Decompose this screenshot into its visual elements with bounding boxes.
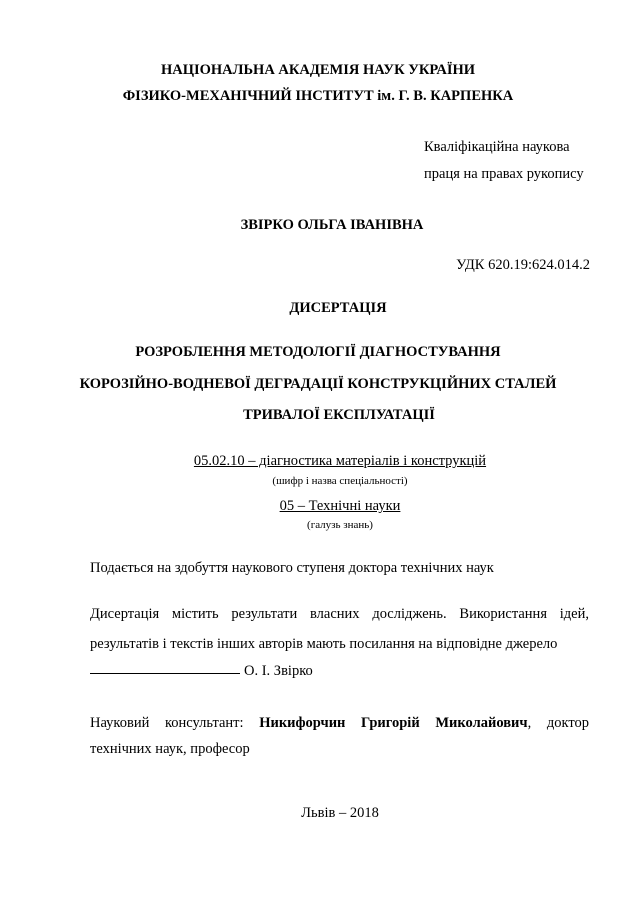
document-type: ДИСЕРТАЦІЯ [289, 300, 387, 316]
signature-row [90, 662, 313, 680]
title-line-1: РОЗРОБЛЕННЯ МЕТОДОЛОГІЇ ДІАГНОСТУВАННЯ [135, 344, 501, 360]
udc-code: УДК 620.19:624.014.2 [456, 257, 590, 273]
academy-name: НАЦІОНАЛЬНА АКАДЕМІЯ НАУК УКРАЇНИ [160, 62, 476, 78]
title-line-3: ТРИВАЛОЇ ЕКСПЛУАТАЦІЇ [243, 407, 435, 423]
author-name: ЗВІРКО ОЛЬГА ІВАНІВНА [240, 217, 424, 233]
consultant-name: Никифорчин Григорій Миколайович [259, 715, 528, 731]
signature-blank [90, 673, 240, 674]
title-line-2: КОРОЗІЙНО-ВОДНЕВОЇ ДЕГРАДАЦІЇ КОНСТРУКЦІЙНИХ СТАЛЕЙ [79, 376, 557, 392]
originality-line-2: результатів і текстів інших авторів мають посилання на відповідне джерело [90, 636, 558, 652]
specialty-caption: (шифр і назва спеціальності) [272, 475, 408, 487]
consultant-line-2: технічних наук, професор [90, 741, 250, 757]
qualification-line-2: праця на правах рукопису [424, 166, 584, 182]
consultant-title-part-1: , доктор [527, 715, 589, 731]
field-name [22, 497, 636, 515]
field-name-text: 05 – Технічні науки [279, 498, 401, 514]
specialty-code-text: 05.02.10 – діагностика матеріалів і конструкцій [193, 453, 487, 469]
institute-name: ФІЗИКО-МЕХАНІЧНИЙ ІНСТИТУТ ім. Г. В. КАРПЕНКА [122, 88, 514, 104]
field-caption: (галузь знань) [307, 519, 373, 531]
signature-name: О. І. Звірко [244, 663, 313, 679]
city-year: Львів – 2018 [301, 805, 379, 821]
originality-line-1: Дисертація містить результати власних досліджень. Використання ідей, [90, 606, 589, 622]
specialty-code [22, 452, 636, 470]
consultant-label: Науковий консультант: [90, 715, 244, 731]
degree-statement: Подається на здобуття наукового ступеня доктора технічних наук [90, 560, 494, 576]
qualification-line-1: Кваліфікаційна наукова [424, 139, 570, 155]
consultant-line-1 [90, 714, 589, 732]
